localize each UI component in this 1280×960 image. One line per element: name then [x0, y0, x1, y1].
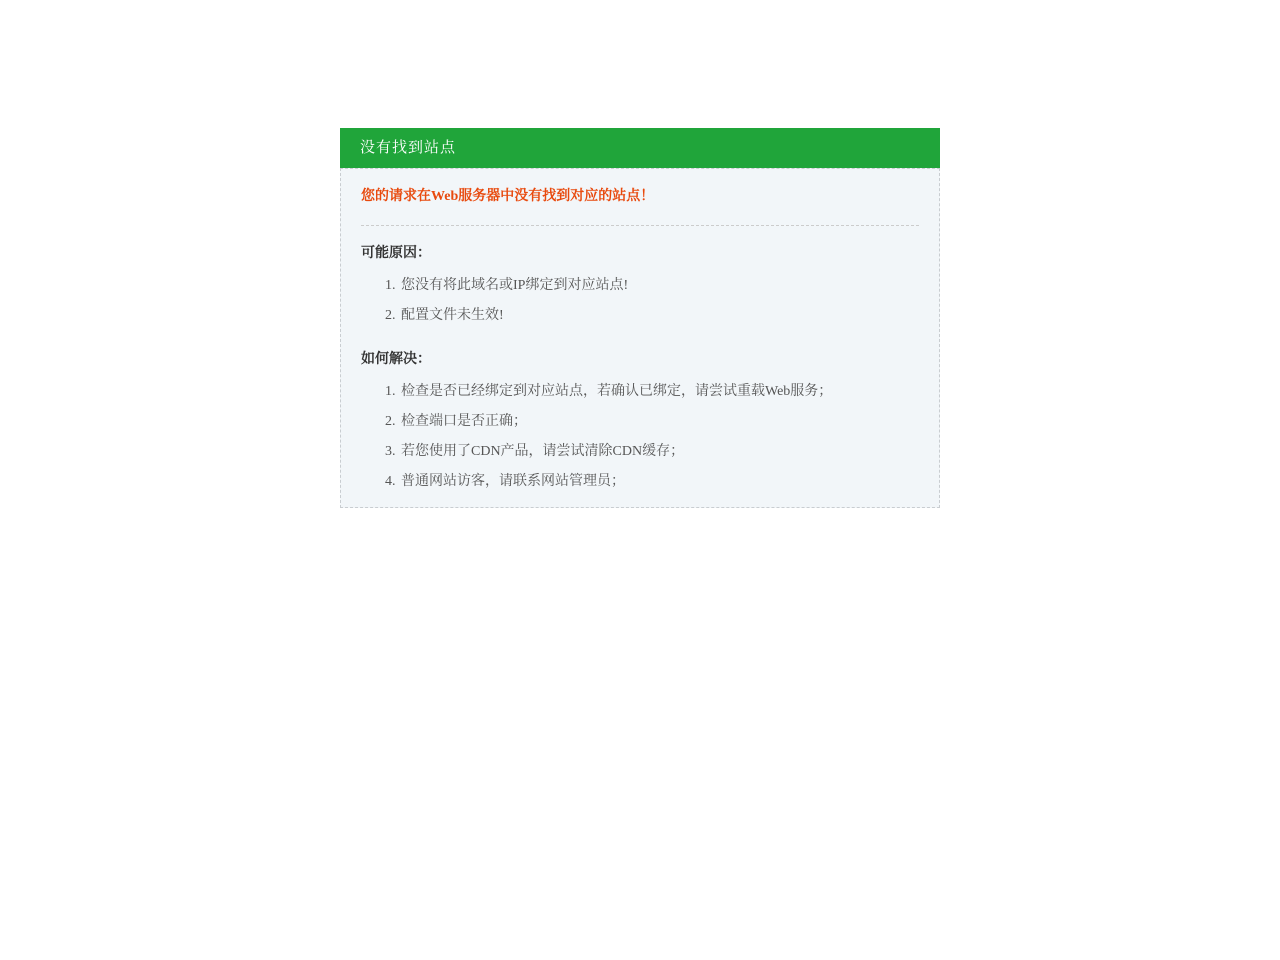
list-item: 1. 您没有将此域名或IP绑定到对应站点!: [399, 271, 919, 301]
list-item: 3. 若您使用了CDN产品，请尝试清除CDN缓存；: [399, 437, 919, 467]
solutions-list: [361, 377, 919, 497]
divider: [361, 225, 919, 226]
causes-list: [361, 271, 919, 331]
panel-header: [340, 128, 940, 168]
list-item: 1. 检查是否已经绑定到对应站点，若确认已绑定，请尝试重载Web服务；: [399, 377, 919, 407]
error-panel: [340, 128, 940, 508]
section-heading-solutions: 如何解决：: [361, 352, 431, 367]
list-item: 4. 普通网站访客，请联系网站管理员；: [399, 467, 919, 497]
list-item: 2. 配置文件未生效!: [399, 301, 919, 331]
list-item: 2. 检查端口是否正确；: [399, 407, 919, 437]
section-heading-causes: 可能原因：: [361, 246, 431, 261]
panel-title: 没有找到站点: [360, 140, 457, 156]
error-headline: 您的请求在Web服务器中没有找到对应的站点！: [361, 189, 655, 204]
panel-body: [340, 168, 940, 508]
